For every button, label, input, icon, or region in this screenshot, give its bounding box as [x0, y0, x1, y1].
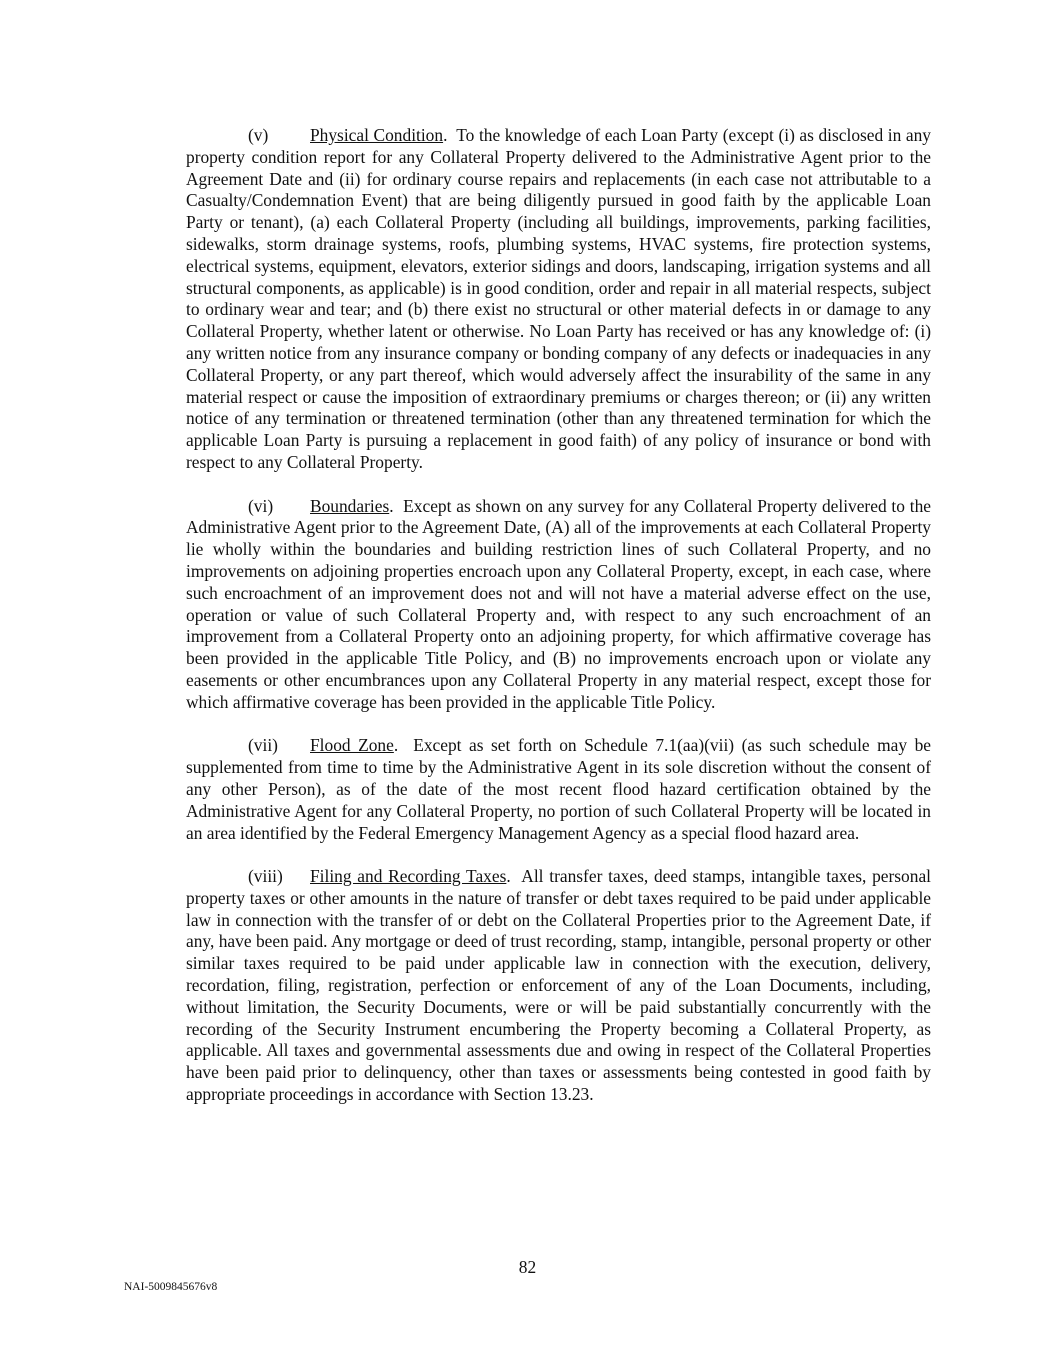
paragraph-filing-recording-taxes: (viii) Filing and Recording Taxes. All transfer taxes, deed stamps, intangible taxes, personal property taxes or other amounts in the nature of transfer or debt taxes required to be paid under applicable law in connection with the transfer of or debt on the Collateral Properties prior to the Agreement Date, if any, have been paid. Any mortgage or deed of trust recording, stamp, intangible, personal property or other similar taxes required to be paid under applicable law in connection with the execution, delivery, recordation, filing, registration, perfection or enforcement of any of the Loan Documents, including, without limitation, the Security Documents, were or will be paid substantially concurrently with the recording of the Security Instrument encumbering the Property becoming a Collateral Property, as applicable. All taxes and governmental assessments due and owing in respect of the Collateral Properties have been paid prior to delinquency, other than taxes or assessments being contested in good faith by appropriate proceedings in accordance with Section 13.23.	[186, 866, 931, 1105]
paragraph-body: To the knowledge of each Loan Party (except (i) as disclosed in any property condition report for any Collateral Property delivered to the Administrative Agent prior to the Agreement Date and (ii) for ordinary course repairs and replacements (in each case not attributable to a Casualty/Condemnation Event) that are being diligently pursued in good faith by the applicable Loan Party or tenant), (a) each Collateral Property (including all buildings, improvements, parking facilities, sidewalks, storm drainage systems, roofs, plumbing systems, HVAC systems, fire protection systems, electrical systems, equipment, elevators, exterior sidings and doors, landscaping, irrigation systems and all structural components, as applicable) is in good condition, order and repair in all material respects, subject to ordinary wear and tear; and (b) there exist no structural or other material defects in or damage to any Collateral Property, whether latent or otherwise. No Loan Party has received or has any knowledge of: (i) any written notice from any insurance company or bonding company of any defects or inadequacies in any Collateral Property, or any part thereof, which would adversely affect the insurability of the same in any material respect or cause the imposition of extraordinary premiums or charges thereon; or (ii) any written notice of any termination or threatened termination (other than any threatened termination for which the applicable Loan Party is pursuing a replacement in good faith) of any policy of insurance or bond with respect to any Collateral Property.	[186, 125, 931, 472]
paragraph-heading: Filing and Recording Taxes	[310, 866, 507, 887]
paragraph-heading: Boundaries	[310, 495, 390, 516]
document-id: NAI-5009845676v8	[124, 1281, 218, 1293]
paragraph-body: All transfer taxes, deed stamps, intangible taxes, personal property taxes or other amounts in the nature of transfer or debt taxes required to be paid under applicable law in connection with the transfer of or debt on the Collateral Properties prior to the Agreement Date, if any, have been paid. Any mortgage or deed of trust recording, stamp, intangible, personal property or other similar taxes required to be paid under applicable law in connection with the execution, delivery, recordation, filing, registration, perfection or enforcement of any of the Loan Documents, including, without limitation, the Security Documents, were or will be paid substantially concurrently with the recording of the Security Instrument encumbering the Property becoming a Collateral Property, as applicable. All taxes and governmental assessments due and owing in respect of the Collateral Properties have been paid prior to delinquency, other than taxes or assessments being contested in good faith by appropriate proceedings in accordance with Section 13.23.	[186, 866, 931, 1105]
paragraph-boundaries: (vi) Boundaries. Except as shown on any survey for any Collateral Property delivered to the Administrative Agent prior to the Agreement Date, (A) all of the improvements at each Collateral Property lie wholly within the boundaries and building restriction lines of such Collateral Property, and no improvements on adjoining properties encroach upon any Collateral Property, except, in each case, where such encroachment of an improvement does not and will not have a material adverse effect on the use, operation or value of such Collateral Property and, with respect to any such encroachment of an improvement from a Collateral Property onto an adjoining property, for which affirmative coverage has been provided in the applicable Title Policy, and (B) no improvements encroach upon or violate any easements or other encumbrances upon any Collateral Property in any material respect, except those for which affirmative coverage has been provided in the applicable Title Policy.	[186, 495, 931, 712]
paragraph-number: (v)	[248, 125, 269, 145]
paragraph-body: Except as shown on any survey for any Collateral Property delivered to the Administrative Agent prior to the Agreement Date, (A) all of the improvements at each Collateral Property lie wholly within the boundaries and building restriction lines of such Collateral Property, and no improvements on adjoining properties encroach upon any Collateral Property, except, in each case, where such encroachment of an improvement does not and will not have a material adverse effect on the use, operation or value of such Collateral Property and, with respect to any such encroachment of an improvement from a Collateral Property onto an adjoining property, for which affirmative coverage has been provided in the applicable Title Policy, and (B) no improvements encroach upon or violate any easements or other encumbrances upon any Collateral Property in any material respect, except those for which affirmative coverage has been provided in the applicable Title Policy.	[186, 495, 931, 712]
paragraph-physical-condition: (v) Physical Condition. To the knowledge of each Loan Party (except (i) as disclosed in any property condition report for any Collateral Property delivered to the Administrative Agent prior to the Agreement Date and (ii) for ordinary course repairs and replacements (in each case not attributable to a Casualty/Condemnation Event) that are being diligently pursued in good faith by the applicable Loan Party or tenant), (a) each Collateral Property (including all buildings, improvements, parking facilities, sidewalks, storm drainage systems, roofs, plumbing systems, HVAC systems, fire protection systems, electrical systems, equipment, elevators, exterior sidings and doors, landscaping, irrigation systems and all structural components, as applicable) is in good condition, order and repair in all material respects, subject to ordinary wear and tear; and (b) there exist no structural or other material defects in or damage to any Collateral Property, whether latent or otherwise. No Loan Party has received or has any knowledge of: (i) any written notice from any insurance company or bonding company of any defects or inadequacies in any Collateral Property, or any part thereof, which would adversely affect the insurability of the same in any material respect or cause the imposition of extraordinary premiums or charges thereon; or (ii) any written notice of any termination or threatened termination (other than any threatened termination for which the applicable Loan Party is pursuing a replacement in good faith) of any policy of insurance or bond with respect to any Collateral Property.	[186, 125, 931, 472]
paragraph-number: (viii)	[248, 866, 283, 887]
paragraph-body: Except as set forth on Schedule 7.1(aa)(vii) (as such schedule may be supplemented from time to time by the Administrative Agent in its sole discretion without the consent of any other Person), as of the date of the most recent flood hazard certification obtained by the Administrative Agent for any Collateral Property, no portion of such Collateral Property will be located in an area identified by the Federal Emergency Management Agency as a special flood hazard area.	[186, 735, 932, 843]
paragraph-number: (vii)	[248, 735, 278, 756]
paragraph-flood-zone: (vii) Flood Zone. Except as set forth on Schedule 7.1(aa)(vii) (as such schedule may be supplemented from time to time by the Administrative Agent in its sole discretion without the consent of any other Person), as of the date of the most recent flood hazard certification obtained by the Administrative Agent for any Collateral Property, no portion of such Collateral Property will be located in an area identified by the Federal Emergency Management Agency as a special flood hazard area.	[186, 735, 932, 843]
paragraph-heading: Flood Zone	[310, 735, 394, 756]
page-number: 82	[518, 1257, 537, 1277]
paragraph-number: (vi)	[248, 495, 274, 516]
document-body	[186, 125, 931, 1128]
paragraph-heading: Physical Condition	[310, 125, 444, 145]
